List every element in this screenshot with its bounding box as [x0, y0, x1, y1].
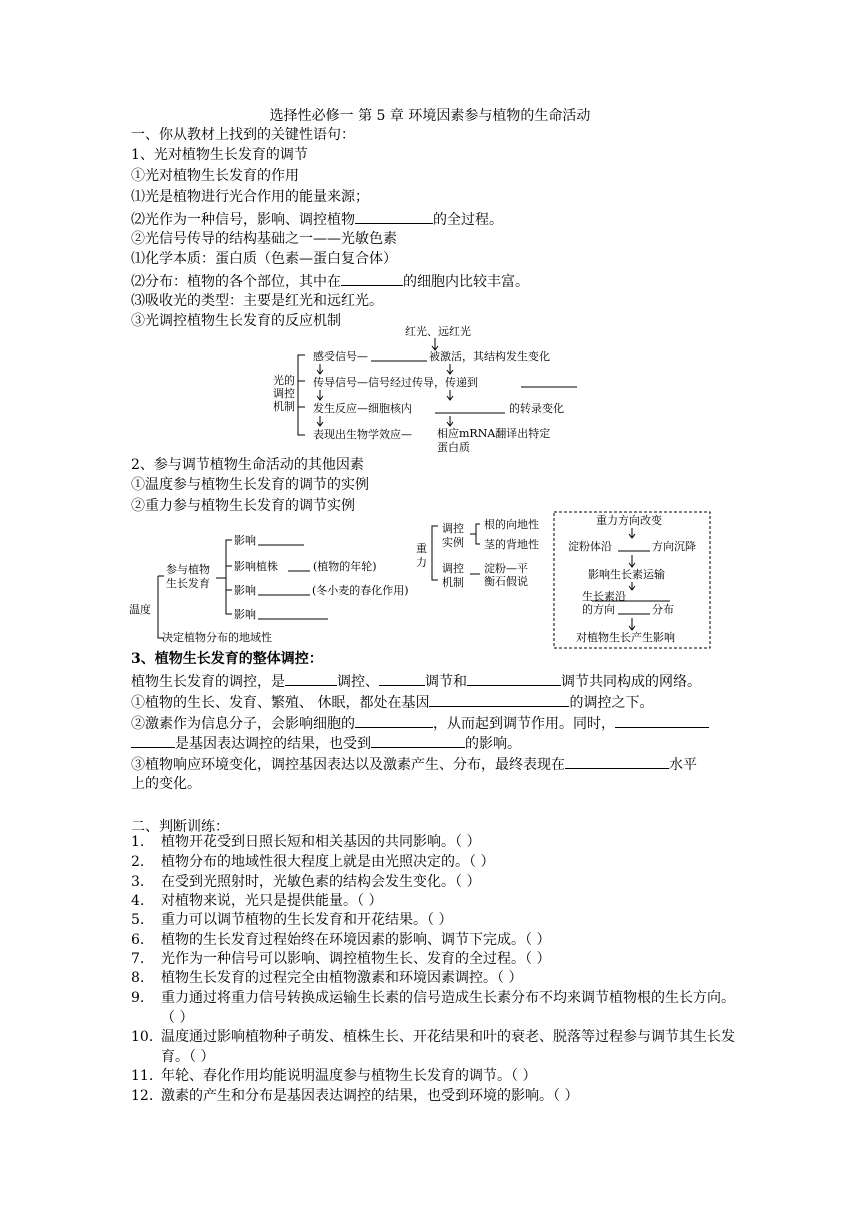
gravity-group-label: 调控: [442, 562, 464, 575]
diagram-step-receive-result: 被激活，其结构发生变化: [429, 350, 550, 363]
temperature-example-heading: ①温度参与植物生长发育的调节的实例: [131, 477, 369, 493]
subheading-light: 1、光对植物生长发育的调节: [131, 147, 308, 163]
answer-blank[interactable]: [341, 271, 403, 286]
answer-blank[interactable]: [355, 713, 433, 728]
hormone-line-continued: 是基因表达调控的结果，也受到 的影响。: [131, 733, 521, 753]
gravity-diagram: [412, 510, 714, 650]
diagram-step-react: 发生反应—细胞核内: [313, 402, 412, 415]
diagram-step-receive: 感受信号—: [313, 350, 368, 363]
answer-blank[interactable]: [615, 713, 709, 728]
gravity-group-label: 调控: [442, 522, 464, 535]
subheading-overall-regulation: 3、植物生长发育的整体调控：: [131, 651, 323, 667]
gravity-flow-step: 淀粉体沿: [568, 540, 612, 553]
diagram-step-effect: 表现出生物学效应—: [313, 428, 412, 441]
mechanism-heading: ③光调控植物生长发育的反应机制: [131, 313, 341, 329]
phytochrome-distribution-line: ⑵分布：植物的各个部位，其中在 的细胞内比较丰富。: [131, 271, 529, 291]
environment-response-line-end: 上的变化。: [131, 776, 201, 792]
diagram-step-effect-result: 蛋白质: [437, 441, 470, 454]
page-title: 选择性必修一 第 5 章 环境因素参与植物的生命活动: [269, 108, 591, 124]
answer-blank[interactable]: [371, 733, 465, 748]
answer-blank[interactable]: [379, 671, 425, 686]
gravity-flow-step: 影响生长素运输: [588, 568, 665, 581]
temperature-branch: 影响: [234, 534, 256, 547]
gravity-example: 茎的背地性: [484, 538, 539, 551]
gene-regulation-line: ①植物的生长、发育、繁殖、 休眠，都处在基因 的调控之下。: [131, 692, 653, 712]
light-mechanism-diagram: [265, 325, 605, 460]
light-absorb-line: ⑶吸收光的类型：主要是红光和远红光。: [131, 293, 383, 309]
gravity-flow-step: 对植物生长产生影响: [576, 631, 675, 644]
answer-blank[interactable]: [285, 671, 337, 686]
gravity-example: 根的向地性: [484, 518, 539, 531]
temperature-mid-label: 生长发育: [166, 577, 210, 590]
gravity-flow-step: 分布: [652, 603, 674, 616]
section-heading-key-sentences: 一、你从教材上找到的关键性语句：: [131, 127, 355, 143]
answer-blank[interactable]: [565, 754, 669, 769]
phytochrome-heading: ②光信号传导的结构基础之一——光敏色素: [131, 231, 397, 247]
answer-blank[interactable]: [131, 733, 175, 748]
gravity-group-label: 机制: [442, 576, 464, 589]
environment-response-line: ③植物响应环境变化，调控基因表达以及激素产生、分布，最终表现在 水平: [131, 754, 697, 774]
gravity-example-heading: ②重力参与植物生长发育的调节实例: [131, 498, 355, 514]
gravity-flow-step: 方向沉降: [652, 540, 696, 553]
light-energy-line: ⑴光是植物进行光合作用的能量来源；: [131, 189, 369, 205]
diagram-step-transmit: 传导信号—信号经过传导，传递到: [313, 376, 478, 389]
answer-blank[interactable]: [355, 209, 433, 224]
gravity-root-label: 重: [416, 542, 427, 555]
phytochrome-nature-line: ⑴化学本质：蛋白质（色素—蛋白复合体）: [131, 251, 397, 267]
temperature-branch-note: (冬小麦的春化作用): [312, 584, 409, 597]
diagram-side-label: 光的: [273, 374, 295, 387]
overall-regulation-line: 植物生长发育的调控，是 调控、 调节和 调节共同构成的网络。: [131, 671, 701, 691]
temperature-distribution: 决定植物分布的地域性: [162, 631, 272, 644]
diagram-top-label: 红光、远红光: [405, 325, 471, 338]
temperature-branch: 影响: [234, 608, 256, 621]
answer-blank[interactable]: [429, 692, 569, 707]
temperature-root-label: 温度: [129, 603, 151, 616]
gravity-hypothesis: 淀粉—平: [484, 562, 528, 575]
gravity-root-label: 力: [416, 556, 427, 569]
gravity-flow-step: 生长素沿: [582, 590, 626, 603]
subheading-other-factors: 2、参与调节植物生命活动的其他因素: [131, 457, 364, 473]
light-signal-line: ⑵光作为一种信号，影响、调控植物 的全过程。: [131, 209, 503, 229]
gravity-hypothesis: 衡石假说: [484, 575, 528, 588]
hormone-line: ②激素作为信息分子，会影响细胞的 ，从而起到调节作用。同时，: [131, 713, 709, 733]
temperature-branch: 影响植株: [234, 560, 278, 573]
temperature-branch: 影响: [234, 584, 256, 597]
temperature-branch-note: (植物的年轮): [313, 560, 377, 573]
gravity-flow-step: 的方向: [582, 603, 615, 616]
diagram-side-label: 调控: [273, 387, 295, 400]
temperature-diagram: [128, 528, 428, 650]
diagram-step-react-result: 的转录变化: [509, 402, 564, 415]
temperature-mid-label: 参与植物: [166, 563, 210, 576]
diagram-step-effect-result: 相应mRNA翻译出特定: [437, 427, 551, 440]
answer-blank[interactable]: [467, 671, 561, 686]
gravity-group-label: 实例: [442, 536, 464, 549]
light-role-heading: ①光对植物生长发育的作用: [131, 168, 299, 184]
gravity-flow-step: 重力方向改变: [596, 514, 662, 527]
section-heading-judgement: 二、判断训练：: [131, 819, 229, 835]
diagram-side-label: 机制: [273, 400, 295, 413]
